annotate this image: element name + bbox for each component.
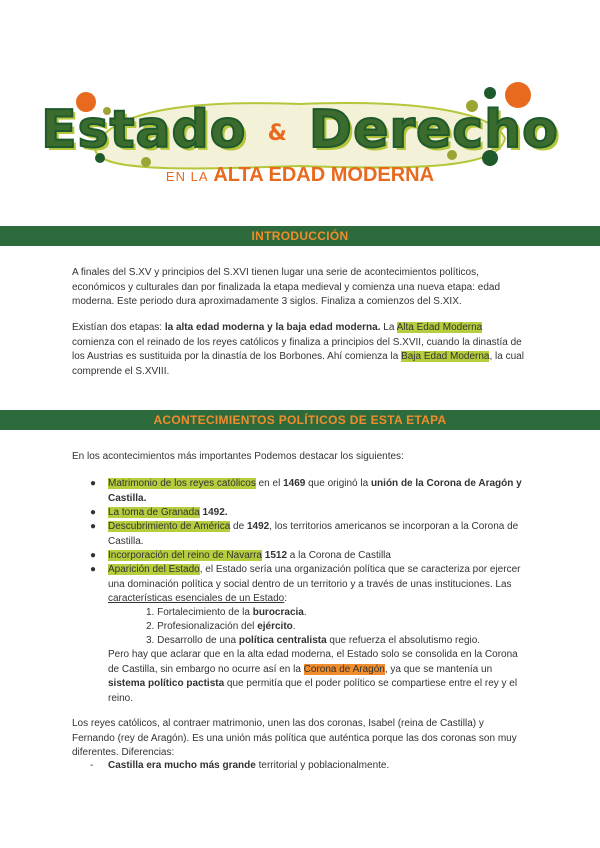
text-run: comienza con el reinado de los reyes católicos y finaliza a principios del S.XVII, cuando la dinastía de los Austrias es sustituida por la dinastía de los Borbones. Ahí comienza la xyxy=(72,336,522,362)
text-run: Existían dos etapas: xyxy=(72,322,165,333)
text-run-bold: política centralista xyxy=(238,635,327,646)
text-run-bold: ejército xyxy=(257,621,293,632)
title-word-derecho: Derecho xyxy=(308,100,559,160)
events-lead: En los acontecimientos más importantes Podemos destacar los siguientes: xyxy=(72,451,404,462)
section-heading-events xyxy=(0,410,600,430)
green-dot xyxy=(484,87,496,99)
title-ampersand: & xyxy=(267,120,288,146)
bullet-item-3 xyxy=(108,520,528,549)
title-banner xyxy=(0,60,600,200)
highlight: La toma de Granada xyxy=(108,507,200,518)
text-run-bold: 1492 xyxy=(246,521,270,532)
text-run: . xyxy=(292,621,296,632)
highlight: Incorporación del reino de Navarra xyxy=(108,550,262,561)
text-run-bold: 1512 xyxy=(264,550,288,561)
bullet-marker: ● xyxy=(90,507,97,518)
text-run-underline: características esenciales de un Estado xyxy=(108,593,285,604)
section-heading-intro xyxy=(0,226,600,246)
state-note xyxy=(108,648,528,706)
intro-paragraph-2 xyxy=(72,321,527,379)
text-run-bold: unión de la Corona de Aragón y Castilla. xyxy=(108,478,522,504)
subtitle-prefix: EN LA xyxy=(165,169,209,184)
numbered-item-1 xyxy=(146,606,526,621)
text-run-bold: 1492. xyxy=(202,507,228,518)
text-run: que permitía que el poder político se compartiese entre el rey y el reino. xyxy=(108,678,518,704)
intro-paragraph-1: A finales del S.XV y principios del S.XVI tienen lugar una serie de acontecimientos políticos, económicos y culturales dan por finalizada la etapa medieval y comienza una nueva etapa: edad moderna. Este periodo dura aproximadamente 3 siglos. Finaliza a comienzos del S.XIX. xyxy=(72,267,501,307)
bullet-marker: ● xyxy=(90,478,97,489)
subtitle-text: ALTA EDAD MODERNA xyxy=(213,164,435,186)
text-run: 3. Desarrollo de una xyxy=(146,635,239,646)
bullet-item-1 xyxy=(108,477,528,506)
text-run-bold: sistema político pactista xyxy=(108,678,225,689)
bullet-marker: ● xyxy=(90,564,97,575)
bullet-marker: ● xyxy=(90,521,97,532)
numbered-item-2 xyxy=(146,620,526,635)
bullet-item-4 xyxy=(108,549,528,564)
text-run: en el xyxy=(255,478,284,489)
text-run: que refuerza el absolutismo regio. xyxy=(326,635,481,646)
dash-item-1 xyxy=(108,759,528,774)
page-title xyxy=(0,100,600,160)
text-run-bold: Castilla era mucho más grande xyxy=(108,760,256,771)
events-paragraph-3: Los reyes católicos, al contraer matrimonio, unen las dos coronas, Isabel (reina de Castilla) y Fernando (rey de Aragón). Es una unión más política que auténtica porque las dos coronas son muy diferentes. Diferencias: xyxy=(72,718,517,758)
bullet-marker: ● xyxy=(90,550,97,561)
text-run: La xyxy=(380,322,397,333)
text-run: , el Estado sería una organización política que se caracteriza por ejercer una dominación política y social dentro de un territorio y a través de unas instituciones. Las xyxy=(108,564,521,590)
bullet-item-2 xyxy=(108,506,528,521)
text-run: : xyxy=(284,593,287,604)
page-subtitle xyxy=(160,164,440,187)
text-run: 2. Profesionalización del xyxy=(146,621,258,632)
text-run: territorial y poblacionalmente. xyxy=(255,760,390,771)
section-heading-text: INTRODUCCIÓN xyxy=(251,229,349,243)
section-heading-text: ACONTECIMIENTOS POLÍTICOS DE ESTA ETAPA xyxy=(153,413,447,427)
bullet-item-5 xyxy=(108,563,528,607)
text-run-bold: la alta edad moderna y la baja edad moderna. xyxy=(164,322,381,333)
title-word-estado: Estado xyxy=(41,100,247,160)
highlight-corona-de-aragon: Corona de Aragón xyxy=(303,663,385,675)
text-run-bold: burocracia xyxy=(252,607,304,618)
dash-marker: - xyxy=(90,760,94,771)
highlight: Descubrimiento de América xyxy=(108,521,231,532)
highlight-alta-edad-moderna: Alta Edad Moderna xyxy=(396,322,483,333)
highlight: Aparición del Estado xyxy=(108,564,200,575)
text-run: Pero hay que aclarar que en la alta edad moderna, el Estado solo se consolida en la Corona de Castilla, sin embargo no ocurre así en la xyxy=(108,649,518,675)
text-run: de xyxy=(230,521,247,532)
text-run: , la cual comprende el S.XVIII. xyxy=(72,351,524,377)
highlight-baja-edad-moderna: Baja Edad Moderna xyxy=(401,351,490,362)
text-run: , ya que se mantenía un xyxy=(384,663,493,675)
text-run: a la Corona de Castilla xyxy=(287,550,391,561)
text-run: , los territorios americanos se incorporan a la Corona de Castilla. xyxy=(108,521,519,547)
highlight: Matrimonio de los reyes católicos xyxy=(108,478,256,489)
numbered-item-3 xyxy=(146,634,526,649)
text-run: . xyxy=(303,607,307,618)
text-run: que originó la xyxy=(305,478,371,489)
text-run: 1. Fortalecimiento de la xyxy=(146,607,253,618)
text-run-bold: 1469 xyxy=(283,478,306,489)
